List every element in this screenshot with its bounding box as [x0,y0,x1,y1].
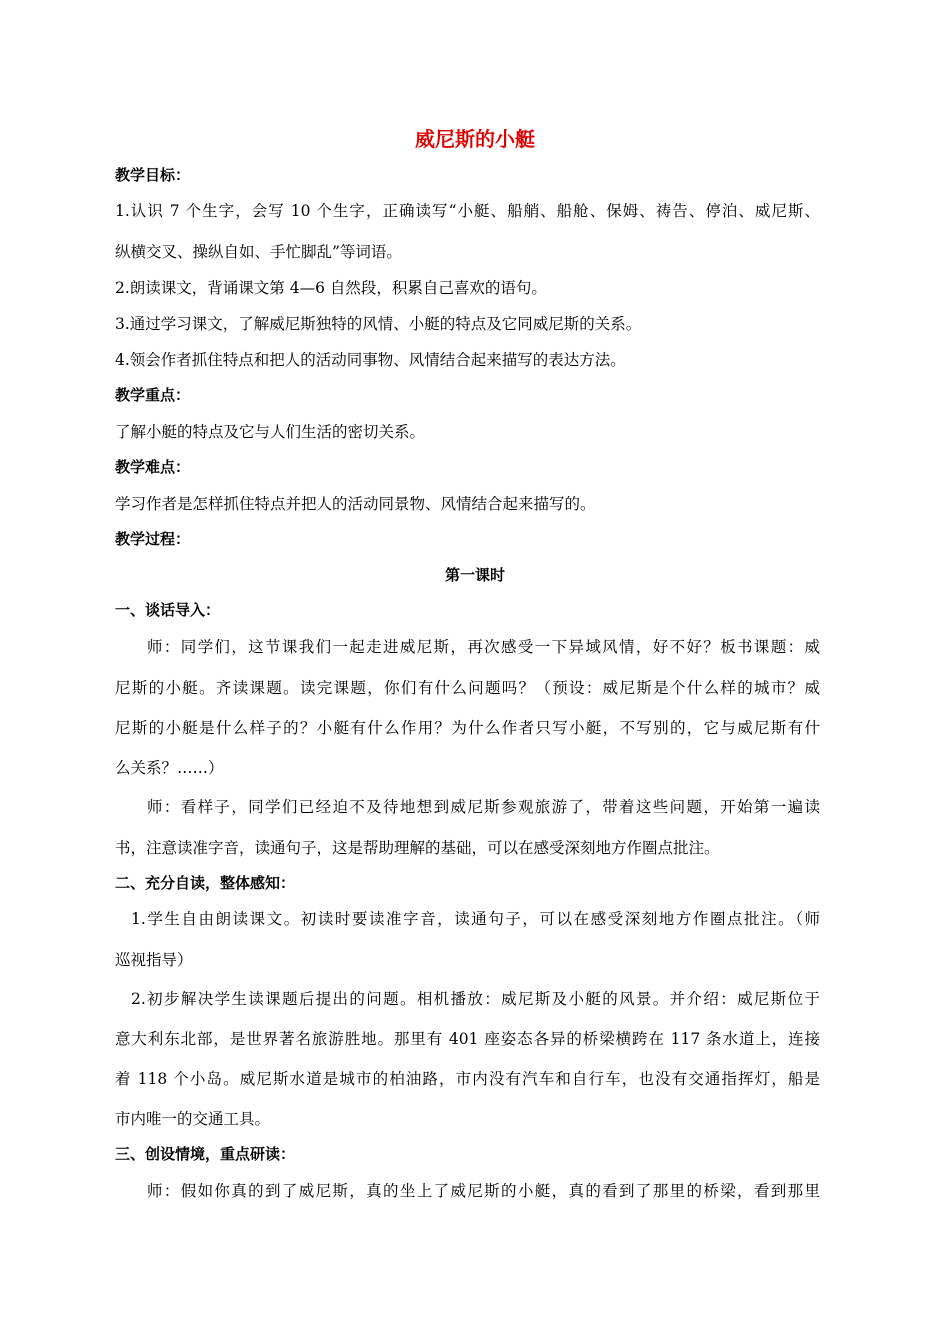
section-2-item-2-line-1: 2.初步解决学生读课题后提出的问题。相机播放：威尼斯及小艇的风景。并介绍：威尼斯位于 [131,990,820,1008]
key-point-text: 了解小艇的特点及它与人们生活的密切关系。 [115,423,426,441]
section-2-heading: 二、充分自读，整体感知： [115,874,296,892]
objective-2: 2.朗读课文，背诵课文第 4—6 自然段，积累自己喜欢的语句。 [115,279,547,297]
section-2-item-2-line-4: 市内唯一的交通工具。 [115,1110,271,1128]
document-title: 威尼斯的小艇 [415,127,535,151]
section-1-paragraph-1-line-4: 么关系？……） [115,759,224,777]
section-1-heading: 一、谈话导入： [115,601,221,619]
lesson-title: 第一课时 [444,566,505,584]
objective-3: 3.通过学习课文，了解威尼斯独特的风情、小艇的特点及它同威尼斯的关系。 [115,315,642,333]
section-1-paragraph-1-line-2: 尼斯的小艇。齐读课题。读完课题，你们有什么问题吗？（预设：威尼斯是个什么样的城市？威 [115,679,820,697]
objectives-heading: 教学目标： [115,166,191,184]
key-point-heading: 教学重点： [115,386,191,404]
section-2-item-1-line-2: 巡视指导） [115,951,193,969]
objective-4: 4.领会作者抓住特点和把人的活动同事物、风情结合起来描写的表达方法。 [115,351,626,369]
section-2-item-1-line-1: 1.学生自由朗读课文。初读时要读准字音，读通句子，可以在感受深刻地方作圈点批注。（师 [131,910,820,928]
objective-1-line-2: 纵横交叉、操纵自如、手忙脚乱”等词语。 [115,243,402,261]
section-1-paragraph-1-line-1: 师：同学们，这节课我们一起走进威尼斯，再次感受一下异域风情，好不好？板书课题：威 [147,638,820,656]
section-1-paragraph-2-line-2: 书，注意读准字音，读通句子，这是帮助理解的基础，可以在感受深刻地方作圈点批注。 [115,839,720,857]
process-heading: 教学过程： [115,530,191,548]
section-1-paragraph-2-line-1: 师：看样子，同学们已经迫不及待地想到威尼斯参观旅游了，带着这些问题，开始第一遍读 [147,798,820,816]
objective-1-line-1: 1.认识 7 个生字，会写 10 个生字，正确读写“小艇、船艄、船舱、保姆、祷告、停泊、威尼斯、 [115,202,820,220]
section-2-item-2-line-2: 意大利东北部，是世界著名旅游胜地。那里有 401 座姿态各异的桥梁横跨在 117 条水道上，连接 [115,1030,820,1048]
section-3-heading: 三、创设情境，重点研读： [115,1145,296,1163]
section-1-paragraph-1-line-3: 尼斯的小艇是什么样子的？小艇有什么作用？为什么作者只写小艇，不写别的，它与威尼斯有什 [115,719,820,737]
difficulty-text: 学习作者是怎样抓住特点并把人的活动同景物、风情结合起来描写的。 [115,495,596,513]
difficulty-heading: 教学难点： [115,458,191,476]
section-2-item-2-line-3: 着 118 个小岛。威尼斯水道是城市的柏油路，市内没有汽车和自行车，也没有交通指挥灯，船是 [115,1070,820,1088]
section-3-paragraph-1-line-1: 师：假如你真的到了威尼斯，真的坐上了威尼斯的小艇，真的看到了那里的桥梁，看到那里 [147,1182,820,1200]
